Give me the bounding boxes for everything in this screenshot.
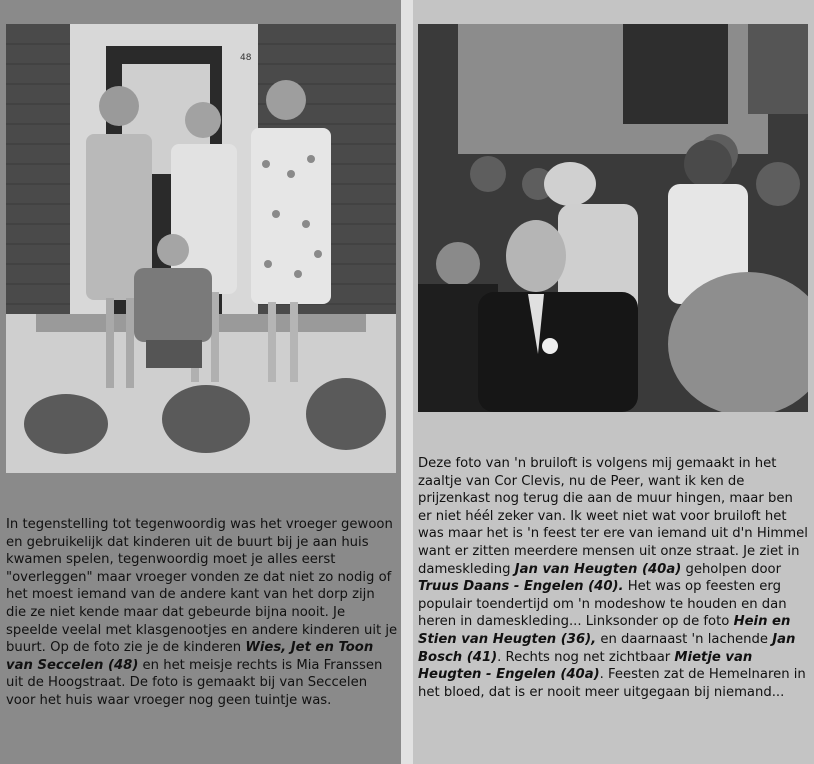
caption-right-text-1: Deze foto van 'n bruiloft is volgens mij gemaakt in het zaaltje van Cor Clevis, nu de Peer, want ik ken de prijzenkast nog terug die aan de muur hingen, maar ben er niet héél zeker van. Ik weet niet wat voor bruiloft het was maar het is 'n feest ter ere van iemand uit d'n Himmel want er zitten meerdere mensen uit onze straat. Je ziet in dameskleding [418,456,808,577]
caption-left [6,516,398,710]
caption-right-name-2: Truus Daans - Engelen (40). [418,579,624,595]
caption-right-text-4: en daarnaast 'n lachende [596,631,773,647]
caption-right-name-4: Jan Bosch (41) [418,631,796,665]
caption-right-text-6: . Feesten zat de Hemelnaren in het bloed, dat is er nooit meer uitgegaan bij niemand... [418,667,806,700]
photo-wedding-party-image [418,24,808,412]
caption-right-text-2: geholpen door [681,561,781,577]
caption-left-names: Wies, Jet en Toon van Seccelen (48) [6,640,374,673]
caption-right-text-3: Het was op feesten erg populair toendertijd om 'n modeshow te houden en dan heren in dameskleding... Linksonder op de foto [418,579,787,630]
house-number: 48 [240,53,252,63]
caption-right-name-1: Jan van Heugten (40a) [514,561,682,577]
caption-left-text-1: In tegenstelling tot tegenwoordig was het vroeger gewoon en gebruikelijk dat kinderen uit de buurt bij je aan huis kwamen spelen, tegenwoordig moet je alles eerst "overleggen" maar vroeger vonden ze dat niet zo nodig of het moest iemand van de andere kant van het dorp zijn die ze niet kende maar dat gebeurde bijna nooit. Je speelde veelal met klasgenootjes en andere kinderen uit je buurt. Op de foto zie je de kinderen [6,517,398,656]
caption-right-name-5: Mietje van Heugten - Engelen (40a) [418,649,753,683]
caption-right-text-5: . Rechts nog net zichtbaar [497,649,675,665]
caption-left-text-2: en het meisje rechts is Mia Franssen uit de Hoogstraat. De foto is gemaakt bij van Seccelen voor het huis waar vroeger nog geen tuintje was. [6,657,383,708]
panel-divider [401,0,413,764]
photo-children-house-image [6,24,396,473]
photo-wedding-party [418,24,808,412]
caption-right [418,455,810,701]
photo-children-house [6,24,396,473]
caption-right-name-3: Hein en Stien van Heugten (36), [418,614,791,647]
